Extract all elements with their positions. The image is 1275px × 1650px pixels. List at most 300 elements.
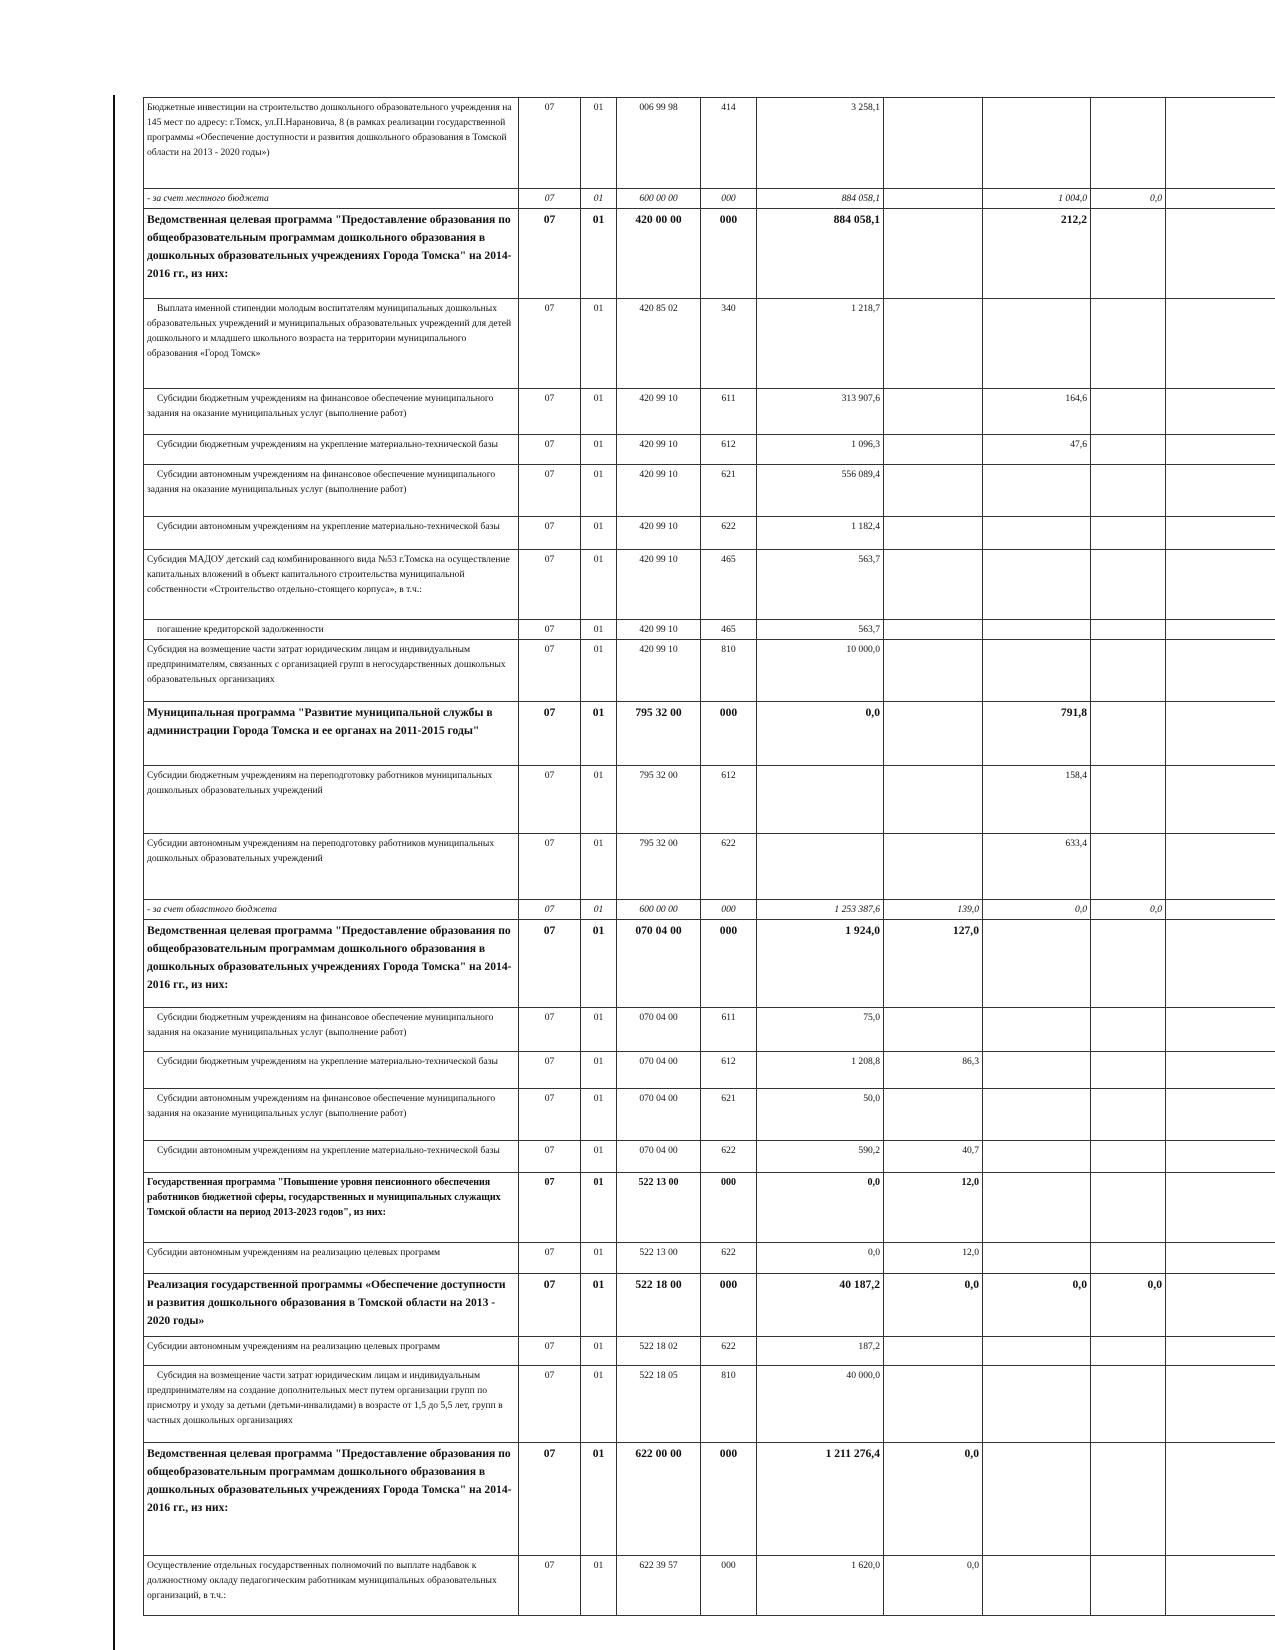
table-row xyxy=(144,1366,1275,1443)
section-code-cell: 07 xyxy=(519,1052,581,1089)
subsection-code-cell: 01 xyxy=(581,1443,617,1556)
target-article-code-cell: 070 04 00 xyxy=(617,1052,701,1089)
section-code-cell: 07 xyxy=(519,620,581,640)
amount-3-cell xyxy=(983,1089,1091,1141)
amount-5-cell xyxy=(1166,189,1275,209)
subsection-code-cell: 01 xyxy=(581,435,617,465)
expense-type-code-cell: 622 xyxy=(701,1337,757,1366)
amount-4-cell: 0,0 xyxy=(1091,1274,1166,1337)
subsection-code-cell: 01 xyxy=(581,640,617,702)
row-name-cell: Субсидии автономным учреждениям на укрепление материально-технической базы xyxy=(144,517,519,550)
section-code-cell: 07 xyxy=(519,1274,581,1337)
amount-cell: 0,0 xyxy=(757,1243,884,1274)
expense-type-code-cell: 000 xyxy=(701,900,757,920)
table-row xyxy=(144,1337,1275,1366)
table-row xyxy=(144,1556,1275,1616)
table-row xyxy=(144,389,1275,435)
amount-2-cell xyxy=(884,189,983,209)
amount-4-cell xyxy=(1091,702,1166,766)
subsection-code-cell: 01 xyxy=(581,1141,617,1173)
amount-4-cell xyxy=(1091,1243,1166,1274)
row-name-cell: Муниципальная программа "Развитие муниципальной службы в администрации Города Томска и ее органах на 2011-2015 годы" xyxy=(144,702,519,766)
expense-type-code-cell: 000 xyxy=(701,209,757,299)
section-code-cell: 07 xyxy=(519,1141,581,1173)
amount-2-cell: 0,0 xyxy=(884,1443,983,1556)
amount-3-cell: 633,4 xyxy=(983,834,1091,900)
amount-2-cell xyxy=(884,1008,983,1052)
amount-5-cell xyxy=(1166,620,1275,640)
section-code-cell: 07 xyxy=(519,1366,581,1443)
subsection-code-cell: 01 xyxy=(581,98,617,189)
section-code-cell: 07 xyxy=(519,98,581,189)
subsection-code-cell: 01 xyxy=(581,920,617,1008)
section-code-cell: 07 xyxy=(519,640,581,702)
target-article-code-cell: 070 04 00 xyxy=(617,920,701,1008)
row-name-cell: Субсидии автономным учреждениям на реализацию целевых программ xyxy=(144,1243,519,1274)
amount-4-cell xyxy=(1091,435,1166,465)
amount-4-cell xyxy=(1091,1173,1166,1243)
amount-5-cell xyxy=(1166,1089,1275,1141)
amount-3-cell: 791,8 xyxy=(983,702,1091,766)
section-code-cell: 07 xyxy=(519,465,581,517)
section-code-cell: 07 xyxy=(519,299,581,389)
amount-4-cell xyxy=(1091,766,1166,834)
amount-2-cell: 0,0 xyxy=(884,1274,983,1337)
amount-cell: 50,0 xyxy=(757,1089,884,1141)
amount-2-cell xyxy=(884,1337,983,1366)
amount-3-cell xyxy=(983,640,1091,702)
expense-type-code-cell: 810 xyxy=(701,1366,757,1443)
amount-3-cell: 212,2 xyxy=(983,209,1091,299)
amount-2-cell: 12,0 xyxy=(884,1243,983,1274)
table-row xyxy=(144,1089,1275,1141)
table-row xyxy=(144,920,1275,1008)
subsection-code-cell: 01 xyxy=(581,465,617,517)
target-article-code-cell: 522 18 00 xyxy=(617,1274,701,1337)
row-name-cell: Ведомственная целевая программа "Предоставление образования по общеобразовательным программам дошкольного образования в дошкольных образовательных учреждениях Города Томска" на 2014-2016 гг., из них: xyxy=(144,920,519,1008)
budget-table xyxy=(143,97,1275,1616)
amount-2-cell xyxy=(884,98,983,189)
section-code-cell: 07 xyxy=(519,766,581,834)
amount-3-cell xyxy=(983,1443,1091,1556)
amount-cell: 1 211 276,4 xyxy=(757,1443,884,1556)
section-code-cell: 07 xyxy=(519,1556,581,1616)
target-article-code-cell: 070 04 00 xyxy=(617,1141,701,1173)
amount-4-cell xyxy=(1091,834,1166,900)
amount-3-cell: 0,0 xyxy=(983,900,1091,920)
amount-5-cell xyxy=(1166,1052,1275,1089)
amount-3-cell xyxy=(983,1008,1091,1052)
target-article-code-cell: 420 99 10 xyxy=(617,620,701,640)
table-row xyxy=(144,900,1275,920)
subsection-code-cell: 01 xyxy=(581,1089,617,1141)
section-code-cell: 07 xyxy=(519,834,581,900)
expense-type-code-cell: 622 xyxy=(701,517,757,550)
subsection-code-cell: 01 xyxy=(581,389,617,435)
expense-type-code-cell: 000 xyxy=(701,1173,757,1243)
amount-3-cell: 164,6 xyxy=(983,389,1091,435)
table-row xyxy=(144,1141,1275,1173)
amount-2-cell xyxy=(884,702,983,766)
target-article-code-cell: 420 99 10 xyxy=(617,465,701,517)
target-article-code-cell: 795 32 00 xyxy=(617,702,701,766)
table-row xyxy=(144,1173,1275,1243)
amount-3-cell: 158,4 xyxy=(983,766,1091,834)
amount-4-cell xyxy=(1091,98,1166,189)
amount-3-cell xyxy=(983,465,1091,517)
amount-3-cell xyxy=(983,550,1091,620)
amount-4-cell xyxy=(1091,1556,1166,1616)
amount-5-cell xyxy=(1166,465,1275,517)
expense-type-code-cell: 622 xyxy=(701,834,757,900)
amount-4-cell: 0,0 xyxy=(1091,189,1166,209)
row-name-cell: Бюджетные инвестиции на строительство дошкольного образовательного учреждения на 145 мест по адресу: г.Томск, ул.П.Нарановича, 8 (в рамках реализации государственной программы «Обеспечение доступности и развития дошкольного образования в Томской области на 2013 - 2020 годы») xyxy=(144,98,519,189)
subsection-code-cell: 01 xyxy=(581,900,617,920)
target-article-code-cell: 420 99 10 xyxy=(617,435,701,465)
amount-5-cell xyxy=(1166,1243,1275,1274)
section-code-cell: 07 xyxy=(519,1337,581,1366)
amount-cell: 313 907,6 xyxy=(757,389,884,435)
table-row xyxy=(144,1052,1275,1089)
row-name-cell: - за счет местного бюджета xyxy=(144,189,519,209)
amount-cell: 10 000,0 xyxy=(757,640,884,702)
amount-3-cell xyxy=(983,299,1091,389)
subsection-code-cell: 01 xyxy=(581,550,617,620)
row-name-cell: - за счет областного бюджета xyxy=(144,900,519,920)
amount-2-cell xyxy=(884,299,983,389)
expense-type-code-cell: 000 xyxy=(701,702,757,766)
row-name-cell: Субсидии автономным учреждениям на финансовое обеспечение муниципального задания на оказание муниципальных услуг (выполнение работ) xyxy=(144,465,519,517)
subsection-code-cell: 01 xyxy=(581,702,617,766)
subsection-code-cell: 01 xyxy=(581,620,617,640)
amount-4-cell xyxy=(1091,1008,1166,1052)
expense-type-code-cell: 612 xyxy=(701,766,757,834)
expense-type-code-cell: 465 xyxy=(701,550,757,620)
subsection-code-cell: 01 xyxy=(581,1274,617,1337)
amount-5-cell xyxy=(1166,900,1275,920)
target-article-code-cell: 420 99 10 xyxy=(617,550,701,620)
amount-3-cell: 0,0 xyxy=(983,1274,1091,1337)
target-article-code-cell: 795 32 00 xyxy=(617,766,701,834)
amount-cell: 563,7 xyxy=(757,550,884,620)
row-name-cell: Субсидии автономным учреждениям на укрепление материально-технической базы xyxy=(144,1141,519,1173)
amount-5-cell xyxy=(1166,702,1275,766)
target-article-code-cell: 070 04 00 xyxy=(617,1008,701,1052)
expense-type-code-cell: 414 xyxy=(701,98,757,189)
amount-5-cell xyxy=(1166,1366,1275,1443)
amount-5-cell xyxy=(1166,1337,1275,1366)
amount-2-cell: 0,0 xyxy=(884,1556,983,1616)
table-row xyxy=(144,1274,1275,1337)
section-code-cell: 07 xyxy=(519,550,581,620)
amount-3-cell xyxy=(983,1243,1091,1274)
subsection-code-cell: 01 xyxy=(581,1008,617,1052)
subsection-code-cell: 01 xyxy=(581,299,617,389)
amount-5-cell xyxy=(1166,1556,1275,1616)
amount-5-cell xyxy=(1166,435,1275,465)
table-row xyxy=(144,189,1275,209)
subsection-code-cell: 01 xyxy=(581,209,617,299)
amount-2-cell: 12,0 xyxy=(884,1173,983,1243)
row-name-cell: Осуществление отдельных государственных полномочий по выплате надбавок к должностному окладу педагогическим работникам муниципальных образовательных организаций, в т.ч.: xyxy=(144,1556,519,1616)
amount-2-cell: 40,7 xyxy=(884,1141,983,1173)
target-article-code-cell: 420 85 02 xyxy=(617,299,701,389)
amount-cell: 1 620,0 xyxy=(757,1556,884,1616)
amount-4-cell xyxy=(1091,1443,1166,1556)
expense-type-code-cell: 000 xyxy=(701,1556,757,1616)
amount-2-cell xyxy=(884,389,983,435)
budget-table-body xyxy=(144,98,1275,1616)
subsection-code-cell: 01 xyxy=(581,834,617,900)
amount-cell: 0,0 xyxy=(757,702,884,766)
row-name-cell: Ведомственная целевая программа "Предоставление образования по общеобразовательным программам дошкольного образования в дошкольных образовательных учреждениях Города Томска" на 2014-2016 гг., из них: xyxy=(144,209,519,299)
section-code-cell: 07 xyxy=(519,517,581,550)
row-name-cell: Государственная программа "Повышение уровня пенсионного обеспечения работников бюджетной сферы, государственных и муниципальных служащих Томской области на период 2013-2023 годов", из них: xyxy=(144,1173,519,1243)
row-name-cell: Реализация государственной программы «Обеспечение доступности и развития дошкольного образования в Томской области на 2013 - 2020 годы» xyxy=(144,1274,519,1337)
target-article-code-cell: 420 99 10 xyxy=(617,389,701,435)
amount-cell: 1 218,7 xyxy=(757,299,884,389)
amount-3-cell: 47,6 xyxy=(983,435,1091,465)
amount-cell: 3 258,1 xyxy=(757,98,884,189)
amount-cell xyxy=(757,834,884,900)
amount-3-cell xyxy=(983,517,1091,550)
amount-2-cell: 127,0 xyxy=(884,920,983,1008)
amount-cell: 884 058,1 xyxy=(757,209,884,299)
table-row xyxy=(144,702,1275,766)
amount-cell xyxy=(757,766,884,834)
amount-5-cell xyxy=(1166,1141,1275,1173)
amount-4-cell xyxy=(1091,920,1166,1008)
amount-5-cell xyxy=(1166,1008,1275,1052)
target-article-code-cell: 600 00 00 xyxy=(617,189,701,209)
amount-cell: 187,2 xyxy=(757,1337,884,1366)
amount-2-cell xyxy=(884,465,983,517)
amount-5-cell xyxy=(1166,920,1275,1008)
table-row xyxy=(144,98,1275,189)
amount-4-cell xyxy=(1091,1052,1166,1089)
amount-5-cell xyxy=(1166,1443,1275,1556)
amount-5-cell xyxy=(1166,834,1275,900)
subsection-code-cell: 01 xyxy=(581,189,617,209)
amount-cell: 1 253 387,6 xyxy=(757,900,884,920)
section-code-cell: 07 xyxy=(519,1173,581,1243)
target-article-code-cell: 420 99 10 xyxy=(617,517,701,550)
amount-5-cell xyxy=(1166,299,1275,389)
row-name-cell: погашение кредиторской задолженности xyxy=(144,620,519,640)
amount-5-cell xyxy=(1166,640,1275,702)
section-code-cell: 07 xyxy=(519,920,581,1008)
amount-2-cell xyxy=(884,834,983,900)
row-name-cell: Субсидии автономным учреждениям на переподготовку работников муниципальных дошкольных образовательных учреждений xyxy=(144,834,519,900)
target-article-code-cell: 622 39 57 xyxy=(617,1556,701,1616)
amount-cell: 1 096,3 xyxy=(757,435,884,465)
expense-type-code-cell: 000 xyxy=(701,1274,757,1337)
section-code-cell: 07 xyxy=(519,1089,581,1141)
amount-cell: 75,0 xyxy=(757,1008,884,1052)
target-article-code-cell: 622 00 00 xyxy=(617,1443,701,1556)
amount-5-cell xyxy=(1166,766,1275,834)
row-name-cell: Субсидия МАДОУ детский сад комбинированного вида №53 г.Томска на осуществление капитальных вложений в объект капитального строительства муниципальной собственности «Строительство отдельно-стоящего корпуса», в т.ч.: xyxy=(144,550,519,620)
subsection-code-cell: 01 xyxy=(581,1052,617,1089)
expense-type-code-cell: 000 xyxy=(701,189,757,209)
subsection-code-cell: 01 xyxy=(581,1337,617,1366)
amount-4-cell xyxy=(1091,550,1166,620)
amount-cell: 40 000,0 xyxy=(757,1366,884,1443)
amount-2-cell xyxy=(884,1089,983,1141)
subsection-code-cell: 01 xyxy=(581,1556,617,1616)
amount-3-cell xyxy=(983,1141,1091,1173)
amount-cell: 590,2 xyxy=(757,1141,884,1173)
section-code-cell: 07 xyxy=(519,900,581,920)
amount-3-cell xyxy=(983,1337,1091,1366)
target-article-code-cell: 600 00 00 xyxy=(617,900,701,920)
amount-4-cell xyxy=(1091,299,1166,389)
amount-4-cell xyxy=(1091,1366,1166,1443)
amount-4-cell xyxy=(1091,517,1166,550)
amount-2-cell xyxy=(884,435,983,465)
amount-2-cell: 86,3 xyxy=(884,1052,983,1089)
expense-type-code-cell: 611 xyxy=(701,1008,757,1052)
amount-3-cell xyxy=(983,1366,1091,1443)
amount-3-cell xyxy=(983,98,1091,189)
amount-5-cell xyxy=(1166,98,1275,189)
amount-4-cell xyxy=(1091,1337,1166,1366)
section-code-cell: 07 xyxy=(519,189,581,209)
section-code-cell: 07 xyxy=(519,389,581,435)
amount-4-cell xyxy=(1091,209,1166,299)
amount-5-cell xyxy=(1166,389,1275,435)
row-name-cell: Субсидия на возмещение части затрат юридическим лицам и индивидуальным предпринимателям, связанных с организацией групп в негосударственных дошкольных образовательных организациях xyxy=(144,640,519,702)
expense-type-code-cell: 611 xyxy=(701,389,757,435)
amount-cell: 0,0 xyxy=(757,1173,884,1243)
table-row xyxy=(144,620,1275,640)
target-article-code-cell: 070 04 00 xyxy=(617,1089,701,1141)
amount-cell: 1 208,8 xyxy=(757,1052,884,1089)
amount-3-cell: 1 004,0 xyxy=(983,189,1091,209)
target-article-code-cell: 522 13 00 xyxy=(617,1243,701,1274)
amount-cell: 884 058,1 xyxy=(757,189,884,209)
amount-2-cell xyxy=(884,517,983,550)
expense-type-code-cell: 465 xyxy=(701,620,757,640)
amount-2-cell xyxy=(884,550,983,620)
expense-type-code-cell: 340 xyxy=(701,299,757,389)
expense-type-code-cell: 612 xyxy=(701,435,757,465)
subsection-code-cell: 01 xyxy=(581,517,617,550)
amount-2-cell xyxy=(884,766,983,834)
amount-3-cell xyxy=(983,920,1091,1008)
amount-4-cell xyxy=(1091,620,1166,640)
amount-2-cell: 139,0 xyxy=(884,900,983,920)
amount-4-cell xyxy=(1091,640,1166,702)
amount-4-cell: 0,0 xyxy=(1091,900,1166,920)
table-row xyxy=(144,1008,1275,1052)
amount-cell: 1 182,4 xyxy=(757,517,884,550)
row-name-cell: Субсидии бюджетным учреждениям на финансовое обеспечение муниципального задания на оказание муниципальных услуг (выполнение работ) xyxy=(144,389,519,435)
row-name-cell: Субсидии бюджетным учреждениям на переподготовку работников муниципальных дошкольных образовательных учреждений xyxy=(144,766,519,834)
section-code-cell: 07 xyxy=(519,435,581,465)
amount-4-cell xyxy=(1091,465,1166,517)
expense-type-code-cell: 000 xyxy=(701,920,757,1008)
table-row xyxy=(144,550,1275,620)
section-code-cell: 07 xyxy=(519,209,581,299)
amount-cell: 1 924,0 xyxy=(757,920,884,1008)
row-name-cell: Субсидии автономным учреждениям на реализацию целевых программ xyxy=(144,1337,519,1366)
target-article-code-cell: 522 18 02 xyxy=(617,1337,701,1366)
expense-type-code-cell: 621 xyxy=(701,1089,757,1141)
row-name-cell: Субсидии бюджетным учреждениям на финансовое обеспечение муниципального задания на оказание муниципальных услуг (выполнение работ) xyxy=(144,1008,519,1052)
target-article-code-cell: 522 18 05 xyxy=(617,1366,701,1443)
table-row xyxy=(144,640,1275,702)
amount-2-cell xyxy=(884,640,983,702)
amount-4-cell xyxy=(1091,1089,1166,1141)
table-row xyxy=(144,209,1275,299)
expense-type-code-cell: 621 xyxy=(701,465,757,517)
expense-type-code-cell: 622 xyxy=(701,1243,757,1274)
expense-type-code-cell: 000 xyxy=(701,1443,757,1556)
table-row xyxy=(144,766,1275,834)
amount-cell: 563,7 xyxy=(757,620,884,640)
row-name-cell: Ведомственная целевая программа "Предоставление образования по общеобразовательным программам дошкольного образования в дошкольных образовательных учреждениях Города Томска" на 2014-2016 гг., из них: xyxy=(144,1443,519,1556)
subsection-code-cell: 01 xyxy=(581,1243,617,1274)
table-row xyxy=(144,299,1275,389)
amount-3-cell xyxy=(983,1052,1091,1089)
expense-type-code-cell: 810 xyxy=(701,640,757,702)
amount-2-cell xyxy=(884,209,983,299)
amount-5-cell xyxy=(1166,517,1275,550)
row-name-cell: Субсидия на возмещение части затрат юридическим лицам и индивидуальным предпринимателям на создание дополнительных мест путем организации групп по присмотру и уходу за детьми (детьми-инвалидами) в возрасте от 1,5 до 5,5 лет, групп в частных дошкольных организациях xyxy=(144,1366,519,1443)
table-row xyxy=(144,834,1275,900)
table-row xyxy=(144,435,1275,465)
section-code-cell: 07 xyxy=(519,1243,581,1274)
page-margin-line xyxy=(113,95,115,1650)
row-name-cell: Субсидии автономным учреждениям на финансовое обеспечение муниципального задания на оказание муниципальных услуг (выполнение работ) xyxy=(144,1089,519,1141)
target-article-code-cell: 795 32 00 xyxy=(617,834,701,900)
amount-3-cell xyxy=(983,620,1091,640)
amount-4-cell xyxy=(1091,1141,1166,1173)
subsection-code-cell: 01 xyxy=(581,1173,617,1243)
section-code-cell: 07 xyxy=(519,702,581,766)
target-article-code-cell: 420 99 10 xyxy=(617,640,701,702)
table-row xyxy=(144,465,1275,517)
table-row xyxy=(144,517,1275,550)
expense-type-code-cell: 612 xyxy=(701,1052,757,1089)
amount-5-cell xyxy=(1166,1274,1275,1337)
subsection-code-cell: 01 xyxy=(581,1366,617,1443)
target-article-code-cell: 522 13 00 xyxy=(617,1173,701,1243)
target-article-code-cell: 006 99 98 xyxy=(617,98,701,189)
subsection-code-cell: 01 xyxy=(581,766,617,834)
amount-cell: 40 187,2 xyxy=(757,1274,884,1337)
amount-5-cell xyxy=(1166,209,1275,299)
amount-3-cell xyxy=(983,1173,1091,1243)
target-article-code-cell: 420 00 00 xyxy=(617,209,701,299)
amount-4-cell xyxy=(1091,389,1166,435)
section-code-cell: 07 xyxy=(519,1008,581,1052)
table-row xyxy=(144,1243,1275,1274)
section-code-cell: 07 xyxy=(519,1443,581,1556)
row-name-cell: Выплата именной стипендии молодым воспитателям муниципальных дошкольных образовательных учреждений и муниципальных образовательных учреждений для детей дошкольного и младшего школьного возраста на территории муниципального образования «Город Томск» xyxy=(144,299,519,389)
amount-2-cell xyxy=(884,620,983,640)
amount-2-cell xyxy=(884,1366,983,1443)
amount-5-cell xyxy=(1166,550,1275,620)
row-name-cell: Субсидии бюджетным учреждениям на укрепление материально-технической базы xyxy=(144,1052,519,1089)
amount-cell: 556 089,4 xyxy=(757,465,884,517)
expense-type-code-cell: 622 xyxy=(701,1141,757,1173)
amount-3-cell xyxy=(983,1556,1091,1616)
row-name-cell: Субсидии бюджетным учреждениям на укрепление материально-технической базы xyxy=(144,435,519,465)
table-row xyxy=(144,1443,1275,1556)
amount-5-cell xyxy=(1166,1173,1275,1243)
